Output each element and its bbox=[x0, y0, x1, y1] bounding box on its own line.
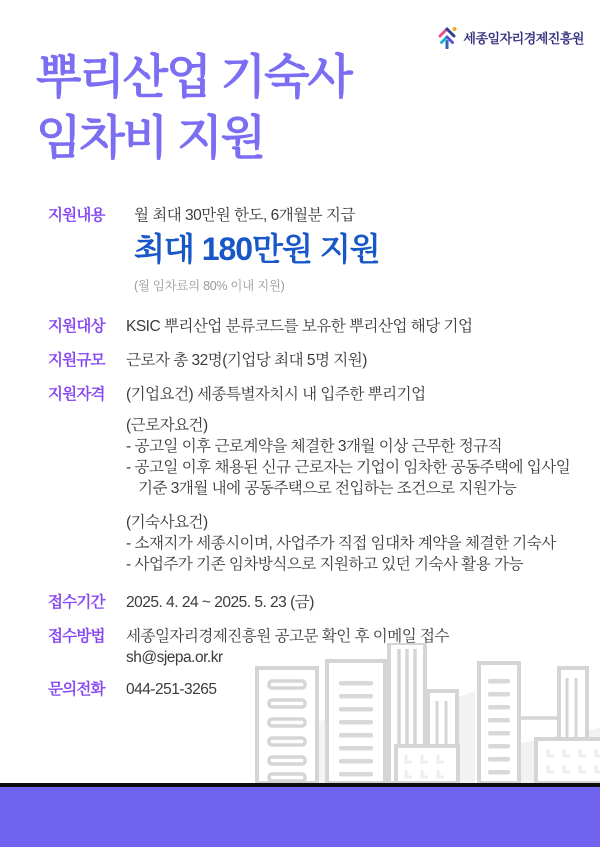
support-content-highlight: 최대 180만원 지원 bbox=[134, 231, 380, 267]
row-support-target bbox=[48, 316, 580, 337]
contact-phone-number: 044-251-3265 bbox=[126, 681, 217, 698]
row-apply-method bbox=[48, 626, 580, 668]
org-logo-icon bbox=[437, 26, 458, 49]
footer-bar bbox=[0, 787, 600, 847]
row-support-content bbox=[48, 205, 580, 297]
support-content-note: (월 임차료의 80% 이내 지원) bbox=[134, 279, 285, 293]
qualification-worker-item: - 공고일 이후 근로계약을 체결한 3개월 이상 근무한 정규직 bbox=[126, 438, 503, 455]
apply-method-line1: 세종일자리경제진흥원 공고문 확인 후 이메일 접수 bbox=[126, 628, 449, 645]
contact-phone-label: 문의전화 bbox=[48, 681, 105, 698]
poster-title-line2: 임차비 지원 bbox=[36, 111, 265, 164]
apply-method-email: sh@sjepa.or.kr bbox=[126, 649, 223, 666]
apply-period-label: 접수기간 bbox=[48, 594, 105, 611]
qualification-worker-item: - 공고일 이후 채용된 신규 근로자는 기업이 임차한 공동주택에 입사일 기준 3개월 내에 공동주택으로 전입하는 조건으로 지원가능 bbox=[126, 459, 571, 497]
support-target-label: 지원대상 bbox=[48, 318, 105, 335]
apply-method-label: 접수방법 bbox=[48, 628, 105, 645]
row-support-scale bbox=[48, 350, 580, 371]
apply-period-text: 2025. 4. 24 ~ 2025. 5. 23 (금) bbox=[126, 594, 314, 611]
org-name: 세종일자리경제진흥원 bbox=[463, 31, 584, 46]
qualification-dorm-title: (기숙사요건) bbox=[126, 514, 208, 531]
qualification-label: 지원자격 bbox=[48, 386, 105, 403]
org-logo bbox=[437, 26, 584, 49]
poster-title-line1: 뿌리산업 기숙사 bbox=[36, 50, 351, 103]
row-contact-phone bbox=[48, 679, 580, 700]
support-target-text: KSIC 뿌리산업 분류코드를 보유한 뿌리산업 해당 기업 bbox=[126, 318, 473, 335]
support-content-label: 지원내용 bbox=[48, 207, 105, 224]
qualification-dorm-item: - 사업주가 기존 임차방식으로 지원하고 있던 기숙사 활용 가능 bbox=[126, 556, 523, 573]
qualification-dorm-item: - 소재지가 세종시이며, 사업주가 직접 임대차 계약을 체결한 기숙사 bbox=[126, 535, 556, 552]
qualification-company: (기업요건) 세종특별자치시 내 입주한 뿌리기업 bbox=[126, 386, 426, 403]
poster-title bbox=[36, 46, 351, 168]
support-scale-label: 지원규모 bbox=[48, 352, 105, 369]
qualification-worker-title: (근로자요건) bbox=[126, 417, 208, 434]
poster-body bbox=[48, 205, 580, 713]
support-content-line1: 월 최대 30만원 한도, 6개월분 지급 bbox=[134, 207, 355, 224]
row-apply-period bbox=[48, 592, 580, 613]
support-scale-text: 근로자 총 32명(기업당 최대 5명 지원) bbox=[126, 352, 367, 369]
row-qualification bbox=[48, 384, 580, 575]
